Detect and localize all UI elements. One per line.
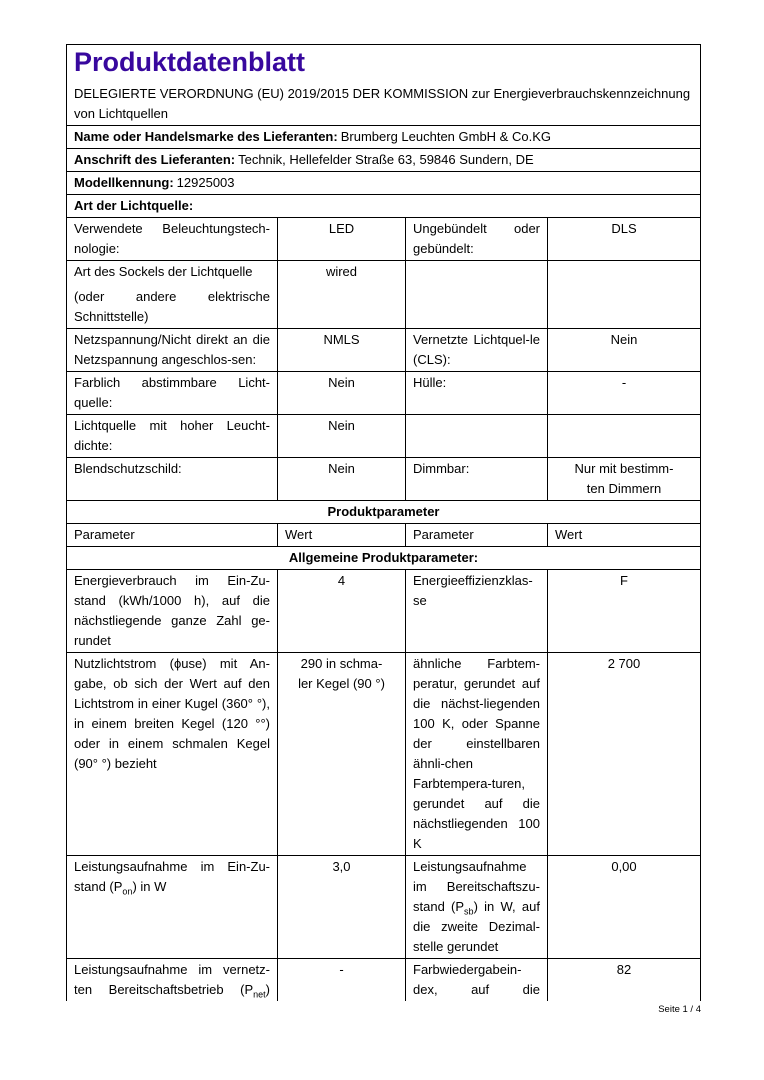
param-label-cell: Blendschutzschild:: [67, 458, 278, 501]
param-value-cell: 2 700: [548, 653, 701, 856]
param-label-cell: Leistungsaufnahme im Ein-Zu-stand $(P_{on})$ in W: [67, 856, 278, 959]
title-cell: [67, 45, 701, 126]
table-row-cut-off: [67, 959, 701, 1002]
light-source-type-label: Art der Lichtquelle:: [74, 198, 194, 213]
supplier-name-label: Name oder Handelsmarke des Lieferanten:: [74, 129, 338, 144]
table-row: [67, 372, 701, 415]
param-value-cell: Nein: [278, 372, 406, 415]
supplier-name-value: Brumberg Leuchten GmbH & Co.KG: [340, 129, 551, 144]
param-label-cell: Leistungsaufnahme im Bereitschaftszu-stand $(P_{sb})$ in W, auf die zweite Dezimal-stelle gerundet: [406, 856, 548, 959]
title-row: [67, 45, 701, 126]
supplier-address-row: [67, 149, 701, 172]
table-row: [67, 856, 701, 959]
table-row: [67, 329, 701, 372]
supplier-name-row: [67, 126, 701, 149]
param-value-cell: -: [278, 959, 406, 1002]
table-row: [67, 415, 701, 458]
param-value-cell: 0,00: [548, 856, 701, 959]
param-value-cell: LED: [278, 218, 406, 261]
supplier-name-cell: [67, 126, 701, 149]
param-value-cell: Nein: [278, 415, 406, 458]
param-label-cell: Netzspannung/Nicht direkt an die Netzspannung angeschlos-sen:: [67, 329, 278, 372]
model-id-label: Modellkennung:: [74, 175, 174, 190]
section-header-row: [67, 501, 701, 524]
param-value-cell: Nur mit bestimm- ten Dimmern: [548, 458, 701, 501]
page-title: Produktdatenblatt: [74, 47, 306, 77]
param-label-cell: Hülle:: [406, 372, 548, 415]
model-id-cell: [67, 172, 701, 195]
param-value-cell: F: [548, 570, 701, 653]
supplier-address-cell: [67, 149, 701, 172]
param-label-cell: Farbwiedergabein-dex, auf die: [406, 959, 548, 1002]
param-label-cell: Nutzlichtstrom (ϕuse) mit An-gabe, ob sich der Wert auf den Lichtstrom in einer Kugel (360° °), in einem breiten Kegel (120 °°) oder in einem schmalen Kegel (90° °) bezieht: [67, 653, 278, 856]
param-label-cell: [406, 261, 548, 329]
param-value-cell: Nein: [278, 458, 406, 501]
table-row: [67, 570, 701, 653]
param-label-cell: Leistungsaufnahme im vernetz-ten Bereitschaftsbetrieb $(P_{net})$: [67, 959, 278, 1002]
section-title: Produktparameter: [67, 501, 701, 524]
param-label-cell: Lichtquelle mit hoher Leucht-dichte:: [67, 415, 278, 458]
param-value-cell: -: [548, 372, 701, 415]
table-row: [67, 261, 701, 329]
param-label-cell: Art des Sockels der Lichtquelle (oder andere elektrische Schnittstelle): [67, 261, 278, 329]
param-label-cell: Dimmbar:: [406, 458, 548, 501]
param-label-cell: Energieeffizienzklas-se: [406, 570, 548, 653]
param-label-cell: Verwendete Beleuchtungstech-nologie:: [67, 218, 278, 261]
param-label-cell: ähnliche Farbtem-peratur, gerundet auf die nächst-liegenden 100 K, oder Spanne der einstellbaren ähnli-chen Farbtempera-turen, gerundet auf die nächstliegenden 100 K: [406, 653, 548, 856]
column-header: Parameter: [67, 524, 278, 547]
column-header: Wert: [278, 524, 406, 547]
section-header-row: [67, 547, 701, 570]
light-source-type-row: [67, 195, 701, 218]
param-value-cell: 290 in schma- ler Kegel (90 °): [278, 653, 406, 856]
param-value-cell: [548, 415, 701, 458]
param-label-cell: Ungebündelt oder gebündelt:: [406, 218, 548, 261]
model-id-value: 12925003: [176, 175, 235, 190]
table-row: [67, 218, 701, 261]
param-value-cell: DLS: [548, 218, 701, 261]
datasheet-table: [66, 44, 701, 1001]
supplier-address-label: Anschrift des Lieferanten:: [74, 152, 236, 167]
column-header: Wert: [548, 524, 701, 547]
param-label-cell: Farblich abstimmbare Licht-quelle:: [67, 372, 278, 415]
param-value-cell: 4: [278, 570, 406, 653]
param-label-cell: Vernetzte Lichtquel-le (CLS):: [406, 329, 548, 372]
param-label-cell: Energieverbrauch im Ein-Zu-stand (kWh/1000 h), auf die nächstliegende ganze Zahl ge-rundet: [67, 570, 278, 653]
param-value-cell: Nein: [548, 329, 701, 372]
light-source-type-cell: [67, 195, 701, 218]
param-label-cell: [406, 415, 548, 458]
regulation-subtitle: DELEGIERTE VERORDNUNG (EU) 2019/2015 DER KOMMISSION zur Energieverbrauchskennzeichnung von Lichtquellen: [74, 86, 691, 121]
table-row: [67, 653, 701, 856]
column-header-row: [67, 524, 701, 547]
section-title: Allgemeine Produktparameter:: [67, 547, 701, 570]
page-number: Seite 1 / 4: [658, 1004, 701, 1015]
param-value-cell: 3,0: [278, 856, 406, 959]
param-value-cell: NMLS: [278, 329, 406, 372]
supplier-address-value: Technik, Hellefelder Straße 63, 59846 Sundern, DE: [238, 152, 534, 167]
table-row: [67, 458, 701, 501]
column-header: Parameter: [406, 524, 548, 547]
param-value-cell: wired: [278, 261, 406, 329]
param-value-cell: 82: [548, 959, 701, 1002]
param-value-cell: [548, 261, 701, 329]
model-id-row: [67, 172, 701, 195]
